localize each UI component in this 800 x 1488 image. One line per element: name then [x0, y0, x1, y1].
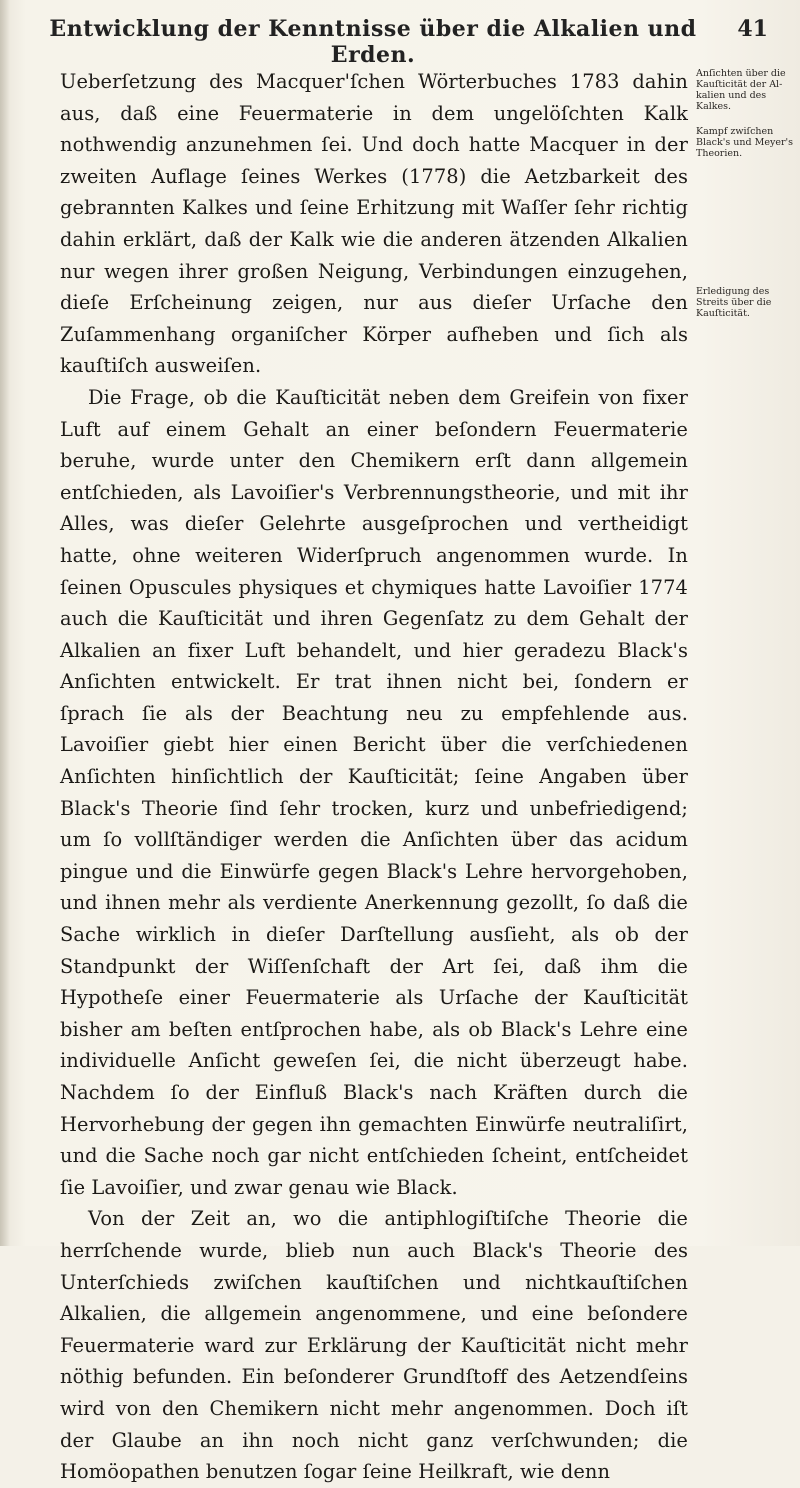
margin-note-line: Theorien. [696, 148, 743, 159]
body-text [60, 66, 688, 1488]
margin-note-line: kalien und des [696, 90, 767, 101]
page-header [28, 16, 778, 68]
paragraph-1: Ueberſetzung des Macquer'ſchen Wörterbuches 1783 dahin aus, daß eine Feuermaterie in dem ungelöſchten Kalk nothwendig anzunehmen ſei. Und doch hatte Macquer in der zweiten Auflage ſeines Werkes (1778) die Aetzbarkeit des gebrannten Kalkes und ſeine Erhitzung mit Waſſer ſehr richtig dahin erklärt, daß der Kalk wie die anderen ätzenden Alkalien nur wegen ihrer großen Neigung, Verbindungen einzugehen, dieſe Erſcheinung zeigen, nur aus dieſer Urſache den Zuſammenhang organiſcher Körper aufheben und ſich als kauſtiſch ausweiſen. [60, 70, 688, 378]
margin-note-line: Erledigung des [696, 286, 770, 297]
page-number: 41 [737, 16, 768, 42]
paragraph-2: Die Frage, ob die Kauſticität neben dem Greifein von fixer Luft auf einem Gehalt an einer beſondern Feuermaterie beruhe, wurde unter den Chemikern erſt dann allgemein entſchieden, als Lavoiſier's Verbrennungstheorie, und mit ihr Alles, was dieſer Gelehrte ausgeſprochen und vertheidigt hatte, ohne weiteren Widerſpruch angenommen wurde. In ſeinen Opuscules physiques et chymiques hatte Lavoiſier 1774 auch die Kauſticität und ihren Gegenſatz zu dem Gehalt der Alkalien an fixer Luft behandelt, und hier geradezu Black's Anſichten entwickelt. Er trat ihnen nicht bei, ſondern er ſprach ſie als der Beachtung neu zu empfehlende aus. Lavoiſier giebt hier einen Bericht über die verſchiedenen Anſichten hinſichtlich der Kauſticität; ſeine Angaben über Black's Theorie ſind ſehr trocken, kurz und unbefriedigend; um ſo vollſtändiger werden die Anſichten über das acidum pingue und die Einwürfe gegen Black's Lehre hervorgehoben, und ihnen mehr als verdiente Anerkennung gezollt, ſo daß die Sache wirklich in dieſer Darſtellung ausſieht, als ob der Standpunkt der Wiſſenſchaft der Art ſei, daß ihm die Hypotheſe einer Feuermaterie als Urſache der Kauſticität bisher am beſten entſprochen habe, als ob Black's Lehre eine individuelle Anſicht geweſen ſei, die nicht überzeugt habe. Nachdem ſo der Einfluß Black's nach Kräften durch die Hervorhebung der gegen ihn gemachten Einwürfe neutraliſirt, und die Sache noch gar nicht entſchieden ſcheint, entſcheidet ſie Lavoiſier, und zwar genau wie Black. [60, 385, 688, 1199]
margin-note-line: Kampf zwiſchen [696, 126, 774, 137]
margin-note-line: Kalkes. [696, 101, 732, 112]
running-title: Entwicklung der Kenntnisse über die Alkalien und Erden. [49, 16, 697, 68]
page-gutter-shadow [0, 0, 10, 1246]
paragraph-3: Von der Zeit an, wo die antiphlogiſtiſche Theorie die herrſchende wurde, blieb nun auch Black's Theorie des Unterſchieds zwiſchen kauſtiſchen und nichtkauſtiſchen Alkalien, die allgemein angenommene, und eine beſondere Feuermaterie ward zur Erklärung der Kauſticität nicht mehr nöthig befunden. Ein beſonderer Grundſtoff des Aetzendſeins wird von den Chemikern nicht mehr angenommen. Doch iſt der Glaube an ihn noch nicht ganz verſchwunden; die Homöopathen benutzen ſogar ſeine Heilkraft, wie denn [60, 1207, 688, 1484]
margin-note-line: Black's und Meyer's [696, 137, 793, 148]
margin-note-1 [696, 68, 796, 159]
margin-note-line: Kauſticität. [696, 308, 750, 319]
margin-note-2 [696, 286, 796, 319]
margin-note-line: Kauſticität der Al- [696, 79, 783, 90]
margin-note-line: Anſichten über die [696, 68, 786, 79]
margin-note-line: Streits über die [696, 297, 772, 308]
